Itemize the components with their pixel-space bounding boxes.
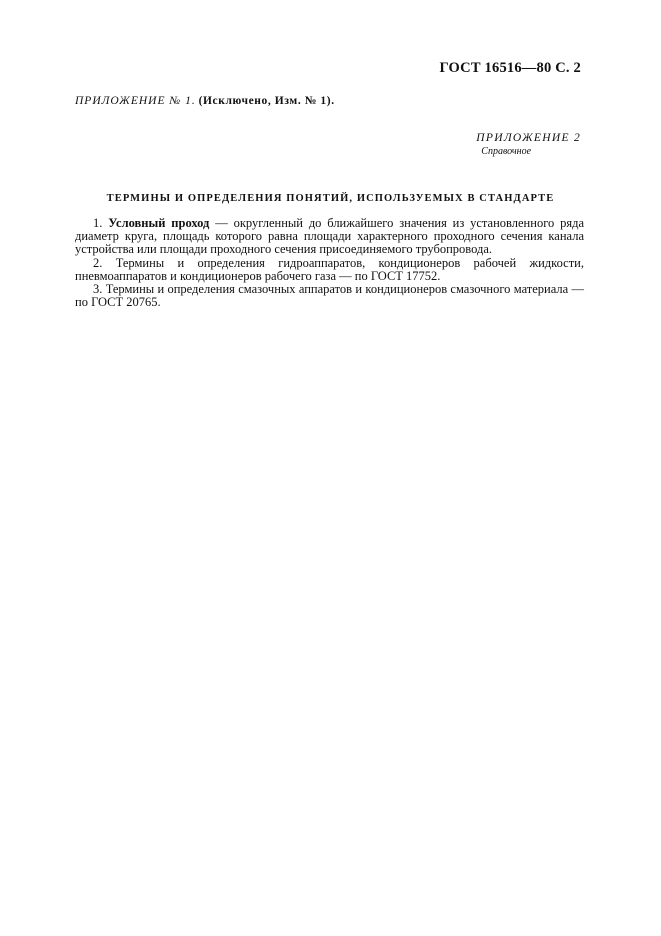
appendix-1-note: (Исключено, Изм. № 1). [198,95,335,107]
paragraph-2 [75,257,584,283]
paragraph-2-text: Термины и определения гидроаппаратов, кондиционеров рабочей жидкости, пневмоаппаратов и кондиционеров рабочего газа — по ГОСТ 17752. [75,255,584,283]
appendix-2-subtitle: Справочное [481,146,532,157]
appendix-2-heading [476,132,581,157]
document-body [75,217,584,309]
page-header: ГОСТ 16516—80 С. 2 [439,60,581,76]
paragraph-1-text: — округленный до ближайшего значения из установленного ряда диаметр круга, площадь которого равна площади характерного проходного сечения канала устройства или площади проходного сечения присоединяемого трубопровода. [75,216,585,257]
paragraph-3-number: 3. [93,282,103,297]
paragraph-2-number: 2. [93,255,103,270]
appendix-1-label: ПРИЛОЖЕНИЕ № 1. [75,95,196,107]
paragraph-3 [75,283,584,309]
paragraph-1-number: 1. [93,216,103,230]
section-title: ТЕРМИНЫ И ОПРЕДЕЛЕНИЯ ПОНЯТИЙ, ИСПОЛЬЗУЕМЫХ В СТАНДАРТЕ [106,193,555,204]
paragraph-3-text: Термины и определения смазочных аппаратов и кондиционеров смазочного материала — по ГОСТ 20765. [75,282,585,310]
paragraph-1 [75,217,584,257]
appendix-2-label: ПРИЛОЖЕНИЕ 2 [476,132,581,144]
paragraph-1-term: Условный проход [108,216,210,230]
appendix-1-line [75,95,335,107]
